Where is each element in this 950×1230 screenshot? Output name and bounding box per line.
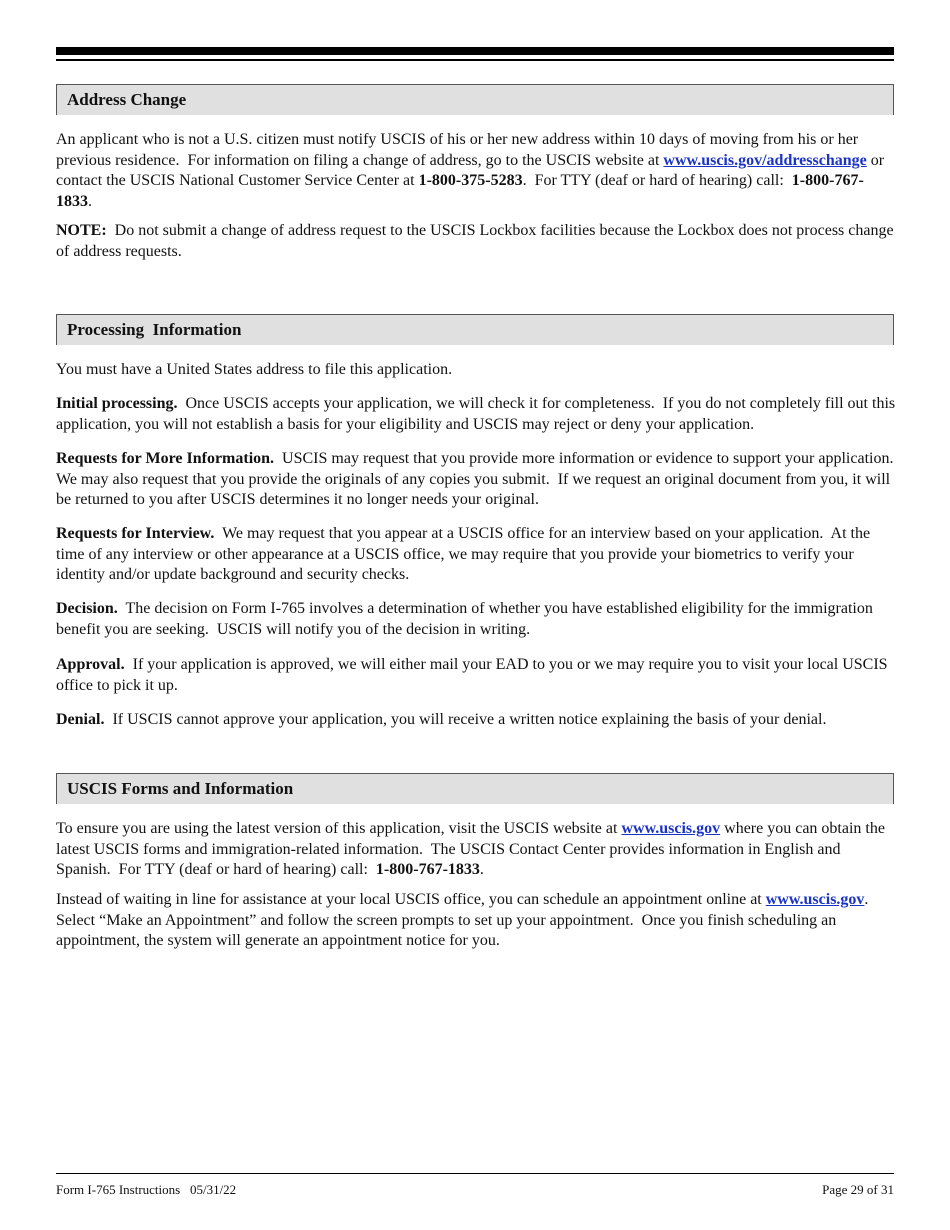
processing-item-approval xyxy=(56,655,896,696)
item-text: We may request that you appear at a USCIS office for an interview based on your application. At the time of any interview or other appearance at a USCIS office, we may require that you provide your biometrics to verify your identity and/or update background and security checks. xyxy=(56,525,875,583)
section-header-processing-information xyxy=(56,314,894,345)
note-label: NOTE: xyxy=(56,222,107,239)
text: . For TTY (deaf or hard of hearing) call: xyxy=(522,172,792,189)
processing-item-requests-info xyxy=(56,449,902,511)
tty-phone-number: 1-800-767-1833 xyxy=(56,172,864,210)
phone-number: 1-800-375-5283 xyxy=(418,172,523,189)
note-paragraph xyxy=(56,221,896,262)
section-title: Processing Information xyxy=(67,320,242,339)
footer-rule xyxy=(56,1173,894,1174)
item-text: USCIS may request that you provide more information or evidence to support your application. We may also request that you provide the originals of any copies you submit. If we request an original document from you, it will be returned to you after USCIS determines it no longer needs your original. xyxy=(56,450,902,508)
uscis-appointment-link[interactable]: www.uscis.gov xyxy=(765,891,865,908)
processing-item-initial xyxy=(56,394,900,435)
appointment-paragraph xyxy=(56,890,896,952)
top-rule-thin xyxy=(56,59,894,61)
item-text: If your application is approved, we will either mail your EAD to you or we may require you to visit your local USCIS office to pick it up. xyxy=(56,656,892,694)
item-label: Approval. xyxy=(56,656,125,673)
tty-phone-number: 1-800-767-1833 xyxy=(375,861,480,878)
text: . Select “Make an Appointment” and follow the screen prompts to set up your appointment. Once you finish scheduling an appointment, the system will generate an appointment notice for you. xyxy=(56,891,877,949)
item-text: The decision on Form I-765 involves a determination of whether you have established eligibility for the immigration benefit you are seeking. USCIS will notify you of the decision in writing. xyxy=(56,600,877,638)
footer-page-number: Page 29 of 31 xyxy=(822,1182,894,1197)
text: To ensure you are using the latest version of this application, visit the USCIS website at xyxy=(56,820,622,837)
address-change-paragraph xyxy=(56,130,896,212)
item-text: If USCIS cannot approve your application, you will receive a written notice explaining the basis of your denial. xyxy=(104,711,827,728)
top-rule-thick xyxy=(56,47,894,55)
text: where you can obtain the latest USCIS forms and immigration-related information. The USCIS Contact Center provides information in English and Spanish. For TTY (deaf or hard of hearing) call: xyxy=(56,820,889,878)
processing-item-decision xyxy=(56,599,896,640)
processing-item-denial xyxy=(56,710,896,731)
item-label: Denial. xyxy=(56,711,105,728)
item-label: Requests for Interview. xyxy=(56,525,215,542)
section-header-forms-information: USCIS Forms and Information xyxy=(56,773,894,804)
item-label: Decision. xyxy=(56,600,118,617)
footer-form-name-text: Form I-765 Instructions 05/31/22 xyxy=(56,1182,237,1197)
processing-item-interview xyxy=(56,524,896,586)
footer-form-name xyxy=(56,1182,236,1198)
section-header-address-change: Address Change xyxy=(56,84,894,115)
text: An applicant who is not a U.S. citizen must notify USCIS of his or her new address within 10 days of moving from his or her previous residence. For information on filing a change of address, go to the USCIS website at xyxy=(56,131,863,169)
note-text: Do not submit a change of address request to the USCIS Lockbox facilities because the Lockbox does not process change of address requests. xyxy=(56,222,898,260)
address-change-link[interactable]: www.uscis.gov/addresschange xyxy=(663,151,867,169)
text: or contact the USCIS National Customer Service Center at xyxy=(56,151,889,189)
text: Instead of waiting in line for assistance at your local USCIS office, you can schedule an appointment online at xyxy=(56,891,766,908)
uscis-website-link[interactable]: www.uscis.gov xyxy=(621,820,721,837)
item-label: Initial processing. xyxy=(56,395,178,412)
item-text: Once USCIS accepts your application, we will check it for completeness. If you do not completely fill out this application, you will not establish a basis for your eligibility and USCIS may reject or deny your application. xyxy=(56,395,900,433)
text: . xyxy=(88,192,92,210)
forms-info-paragraph xyxy=(56,819,896,881)
processing-intro: You must have a United States address to file this application. xyxy=(56,361,453,378)
text: . xyxy=(479,861,484,878)
item-label: Requests for More Information. xyxy=(56,450,275,467)
